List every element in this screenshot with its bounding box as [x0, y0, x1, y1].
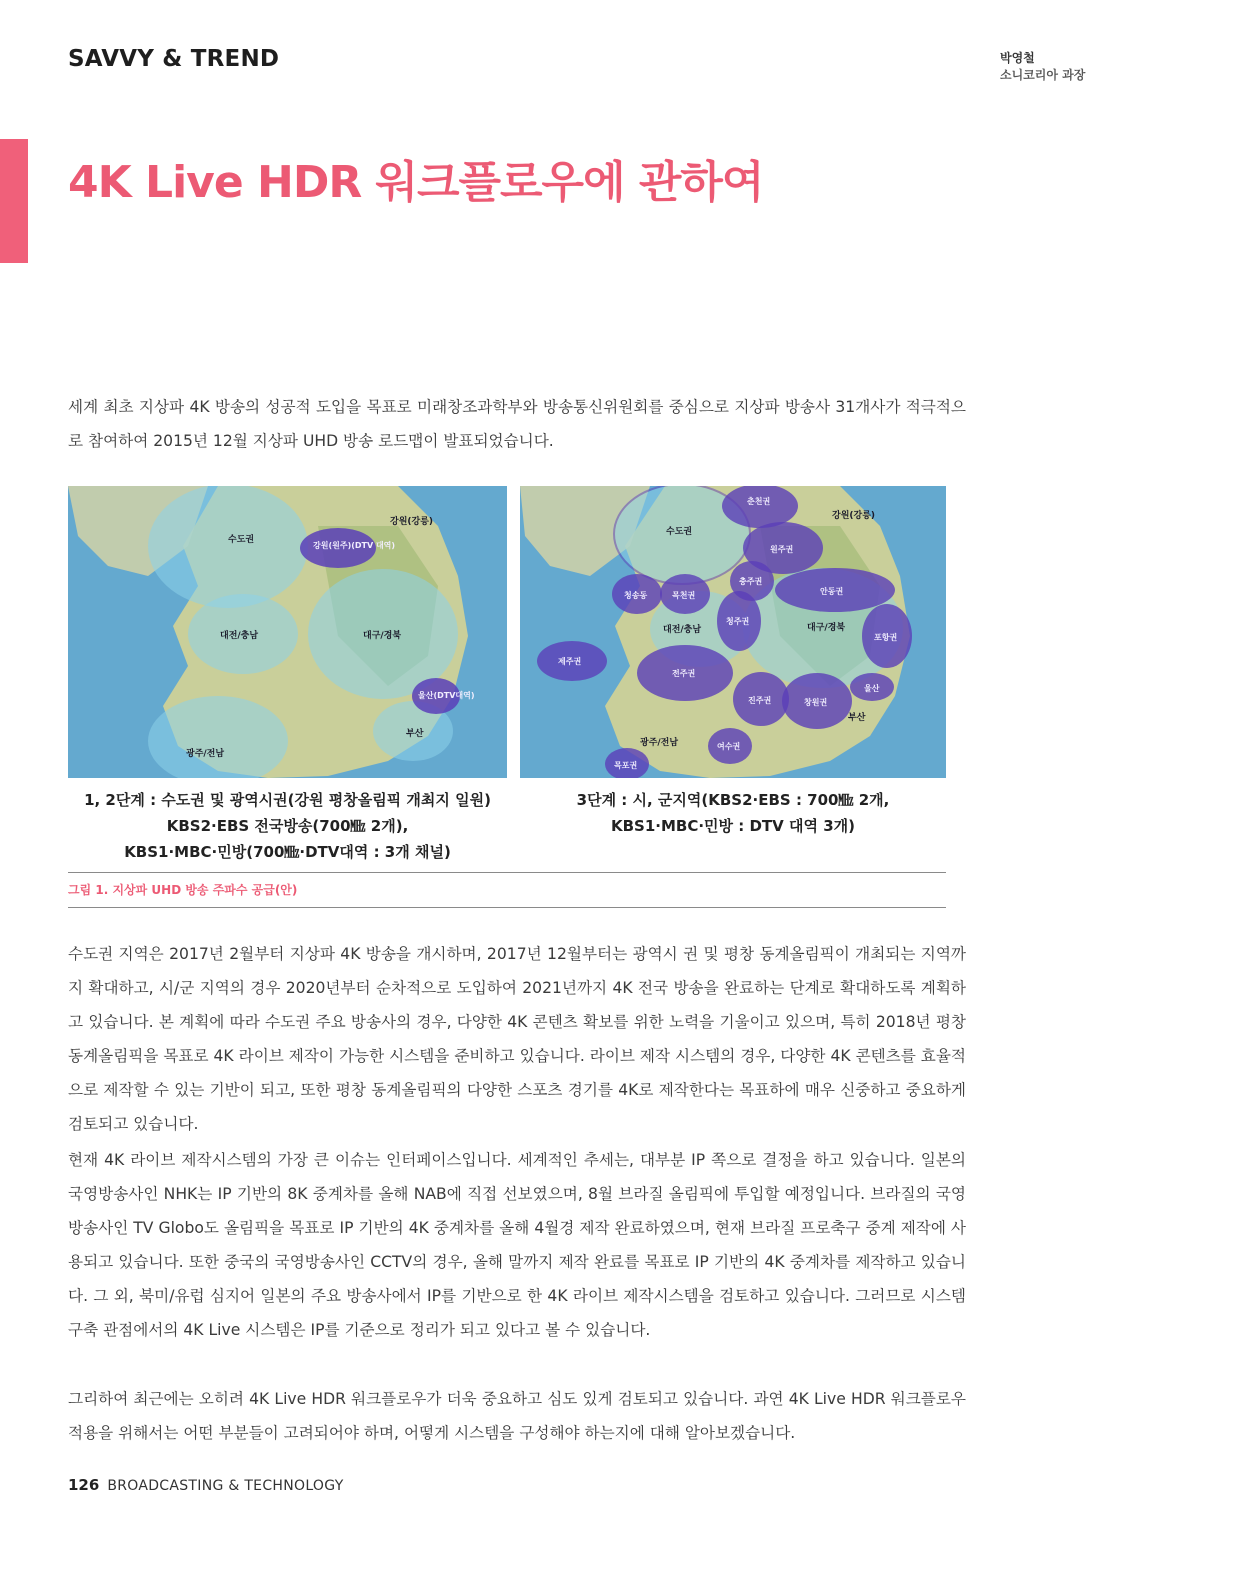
right-map-label: 대전/충남 [663, 625, 702, 635]
right-map-label: 강원(강릉) [832, 511, 876, 521]
section-label: SAVVY & TREND [68, 46, 280, 72]
left-map-label: 대전/충남 [220, 631, 259, 641]
left-map-label: 부산 [406, 729, 424, 739]
left-map-graphic [68, 486, 507, 778]
right-map-label: 수도권 [666, 527, 693, 537]
author-block [1000, 50, 1085, 84]
right-map-label: 대구/경북 [807, 623, 846, 633]
right-map-label: 원주권 [770, 545, 794, 554]
publication-name: BROADCASTING & TECHNOLOGY [107, 1478, 344, 1494]
right-map-caption [520, 787, 946, 839]
right-map-label: 창원권 [804, 698, 828, 707]
right-map-label: 청송동 [624, 591, 648, 600]
left-map-label: 강원(강릉) [390, 517, 434, 527]
caption-line: KBS1·MBC·민방 : DTV 대역 3개) [611, 817, 855, 835]
right-map-label: 광주/전남 [640, 738, 679, 748]
left-map-label: 대구/경북 [363, 631, 402, 641]
right-map-label: 부산 [848, 713, 866, 723]
author-name: 박영철 [1000, 51, 1035, 65]
caption-line: KBS1·MBC·민방(700㎒·DTV대역 : 3개 채널) [124, 843, 451, 861]
right-map-label: 충주권 [739, 577, 763, 586]
figure-label: 그림 1. 지상파 UHD 방송 주파수 공급(안) [68, 883, 298, 897]
intro-paragraph: 세계 최초 지상파 4K 방송의 성공적 도입을 목표로 미래창조과학부와 방송통신위원회를 중심으로 지상파 방송사 31개사가 적극적으로 참여하여 2015년 12월 지상파 UHD 방송 로드맵이 발표되었습니다. [68, 398, 966, 450]
body-paragraph: 현재 4K 라이브 제작시스템의 가장 큰 이슈는 인터페이스입니다. 세계적인 추세는, 대부분 IP 쪽으로 결정을 하고 있습니다. 일본의 국영방송사인 NHK는 IP 기반의 8K 중계차를 올해 NAB에 직접 선보였으며, 8월 브라질 올림픽에 투입할 예정입니다. 브라질의 국영방송사인 TV Globo도 올림픽을 목표로 IP 기반의 4K 중계차를 올해 4월경 제작 완료하였으며, 현재 브라질 프로축구 중계 제작에 사용되고 있습니다. 또한 중국의 국영방송사인 CCTV의 경우, 올해 말까지 제작 완료를 목표로 IP 기반의 4K 중계차를 제작하고 있습니다. 그 외, 북미/유럽 심지어 일본의 주요 방송사에서 IP를 기반으로 한 4K 라이브 제작시스템을 검토하고 있습니다. 그러므로 시스템 구축 관점에서의 4K Live 시스템은 IP를 기준으로 정리가 되고 있다고 볼 수 있습니다. [68, 1151, 966, 1339]
caption-line: 3단계 : 시, 군지역(KBS2·EBS : 700㎒ 2개, [576, 791, 890, 809]
left-map-label: 광주/전남 [186, 749, 225, 759]
body-paragraph: 수도권 지역은 2017년 2월부터 지상파 4K 방송을 개시하며, 2017년 12월부터는 광역시 권 및 평창 동계올림픽이 개최되는 지역까지 확대하고, 시/군 지역의 경우 2020년부터 순차적으로 도입하여 2021년까지 4K 전국 방송을 완료하는 단계로 확대하도록 계획하고 있습니다. 본 계획에 따라 수도권 주요 방송사의 경우, 다양한 4K 콘텐츠 확보를 위한 노력을 기울이고 있으며, 특히 2018년 평창 동계올림픽을 목표로 4K 라이브 제작이 가능한 시스템을 준비하고 있습니다. 라이브 제작 시스템의 경우, 다양한 4K 콘텐츠를 효율적으로 제작할 수 있는 기반이 되고, 또한 평창 동계올림픽의 다양한 스포츠 경기를 4K로 제작한다는 목표하에 매우 신중하고 중요하게 검토되고 있습니다. [68, 945, 966, 1133]
body-paragraph: 그리하여 최근에는 오히려 4K Live HDR 워크플로우가 더욱 중요하고 심도 있게 검토되고 있습니다. 과연 4K Live HDR 워크플로우 적용을 위해서는 어떤 부분들이 고려되어야 하며, 어떻게 시스템을 구성해야 하는지에 대해 알아보겠습니다. [68, 1390, 966, 1442]
left-map-caption [68, 787, 507, 865]
right-map-label: 진주권 [748, 696, 772, 705]
right-coverage-map [520, 486, 946, 778]
page-number: 126 [68, 1476, 100, 1494]
right-map-label: 청주권 [726, 617, 750, 626]
right-map-label: 춘천권 [747, 497, 771, 506]
caption-line: KBS2·EBS 전국방송(700㎒ 2개), [166, 817, 409, 835]
page-footer [68, 1476, 344, 1494]
figure-rule-top [68, 872, 946, 873]
author-role: 소니코리아 과장 [1000, 68, 1086, 82]
right-map-label: 목포권 [614, 761, 638, 770]
right-map-label: 포항권 [874, 633, 898, 642]
right-map-graphic [520, 486, 946, 778]
left-map-label: 울산(DTV대역) [418, 691, 475, 700]
right-map-label: 전주권 [672, 669, 696, 678]
left-map-label: 수도권 [228, 535, 255, 545]
right-map-label: 제주권 [558, 657, 582, 666]
article-title: 4K Live HDR 워크플로우에 관하여 [68, 157, 764, 208]
right-map-label: 여수권 [717, 742, 741, 751]
right-map-label: 목천권 [672, 591, 696, 600]
right-map-label: 안동권 [820, 587, 844, 596]
figure-rule-bottom [68, 907, 946, 908]
right-map-label: 울산 [864, 684, 880, 693]
caption-line: 1, 2단계 : 수도권 및 광역시권(강원 평창올림픽 개최지 일원) [84, 791, 491, 809]
left-map-label: 강원(원주)(DTV 대역) [313, 541, 396, 550]
left-coverage-map [68, 486, 507, 778]
accent-bar [0, 139, 28, 263]
